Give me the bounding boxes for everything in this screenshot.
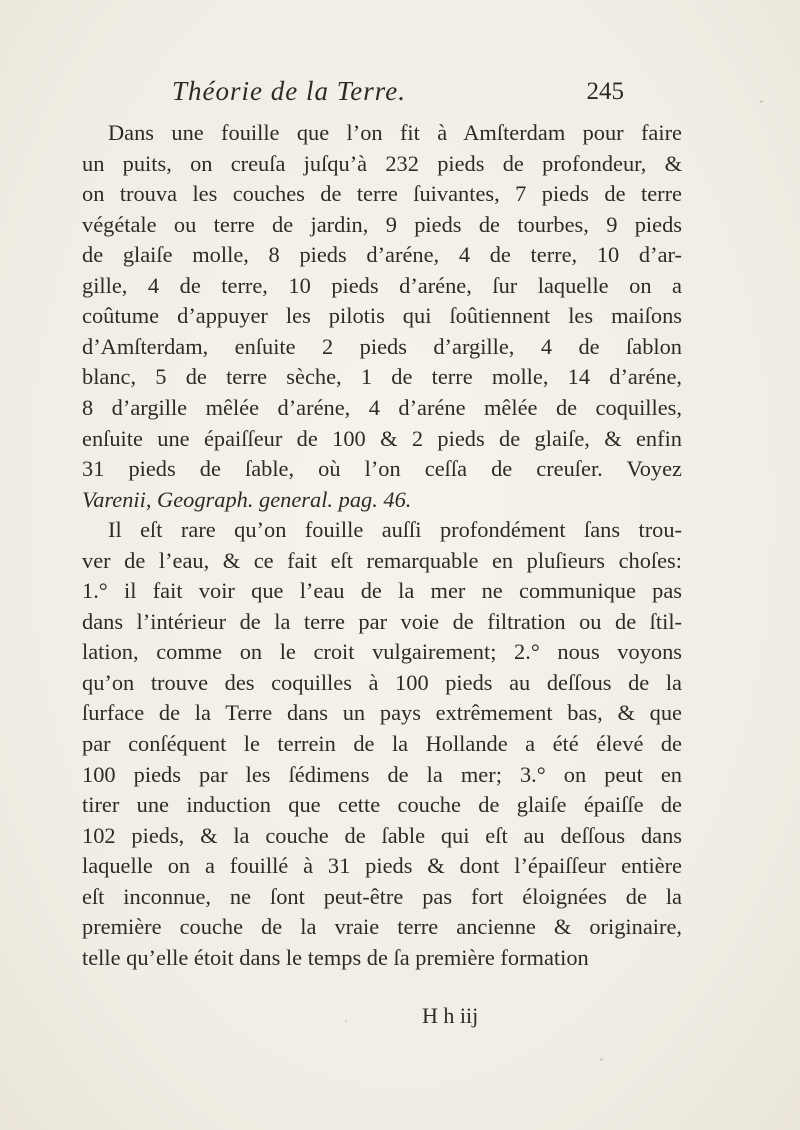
running-head: Théorie de la Terre. bbox=[172, 76, 406, 106]
foxing-spot bbox=[760, 100, 763, 103]
text-line: un puits, on creuſa juſqu’à 232 pieds de profondeur, & bbox=[82, 150, 682, 176]
text-line: coûtume d’appuyer les pilotis qui ſoûtiennent les maiſons bbox=[82, 303, 682, 329]
text-line: végétale ou terre de jardin, 9 pieds de tourbes, 9 pieds bbox=[82, 211, 682, 237]
text-line: 8 d’argille mêlée d’aréne, 4 d’aréne mêlée de coquilles, bbox=[82, 394, 682, 420]
signature-mark: H h iij bbox=[422, 1003, 479, 1028]
foxing-spot bbox=[600, 1058, 603, 1061]
text-line: laquelle on a fouillé à 31 pieds & dont l’épaiſſeur entière bbox=[82, 853, 682, 879]
text-line: telle qu’elle étoit dans le temps de ſa première formation bbox=[82, 944, 589, 970]
page-header bbox=[172, 74, 624, 114]
text-line: 102 pieds, & la couche de ſable qui eſt au deſſous dans bbox=[82, 822, 682, 848]
text-line: Varenii, Geograph. general. pag. 46. bbox=[82, 486, 412, 512]
text-line: enſuite une épaiſſeur de 100 & 2 pieds de glaiſe, & enfin bbox=[82, 425, 682, 451]
text-line: 1.° il fait voir que l’eau de la mer ne communique pas bbox=[82, 578, 682, 604]
text-line: première couche de la vraie terre ancienne & originaire, bbox=[82, 914, 682, 940]
text-line: dans l’intérieur de la terre par voie de filtration ou de ſtil- bbox=[82, 608, 682, 634]
paragraph-first-line: Dans une fouille que l’on fit à Amſterdam pour faire bbox=[108, 120, 682, 145]
text-line: 100 pieds par les ſédimens de la mer; 3.° on peut en bbox=[82, 761, 682, 787]
text-line: eſt inconnue, ne ſont peut-être pas fort éloignées de la bbox=[82, 883, 682, 909]
text-line: ver de l’eau, & ce fait eſt remarquable en pluſieurs choſes: bbox=[82, 547, 682, 573]
text-line: d’Amſterdam, enſuite 2 pieds d’argille, 4 de ſablon bbox=[82, 333, 682, 359]
paragraph-first-line: Il eſt rare qu’on fouille auſſi profondément ſans trou- bbox=[108, 517, 682, 543]
text-line: blanc, 5 de terre sèche, 1 de terre molle, 14 d’aréne, bbox=[82, 364, 682, 390]
text-line: par conſéquent le terrein de la Hollande a été élevé de bbox=[82, 731, 682, 756]
text-line: tirer une induction que cette couche de glaiſe épaiſſe de bbox=[82, 792, 682, 818]
text-line: de glaiſe molle, 8 pieds d’aréne, 4 de terre, 10 d’ar- bbox=[82, 242, 682, 268]
text-line: 31 pieds de ſable, où l’on ceſſa de creuſer. Voyez bbox=[82, 456, 682, 482]
text-line: on trouva les couches de terre ſuivantes, 7 pieds de terre bbox=[82, 181, 682, 207]
foxing-spot bbox=[345, 1020, 347, 1022]
text-line: gille, 4 de terre, 10 pieds d’aréne, ſur laquelle on a bbox=[82, 272, 682, 298]
text-line: lation, comme on le croit vulgairement; 2.° nous voyons bbox=[82, 639, 682, 665]
text-line: qu’on trouve des coquilles à 100 pieds au deſſous de la bbox=[82, 669, 682, 695]
page-number: 245 bbox=[586, 78, 624, 105]
text-line: ſurface de la Terre dans un pays extrêmement bas, & que bbox=[82, 700, 682, 726]
